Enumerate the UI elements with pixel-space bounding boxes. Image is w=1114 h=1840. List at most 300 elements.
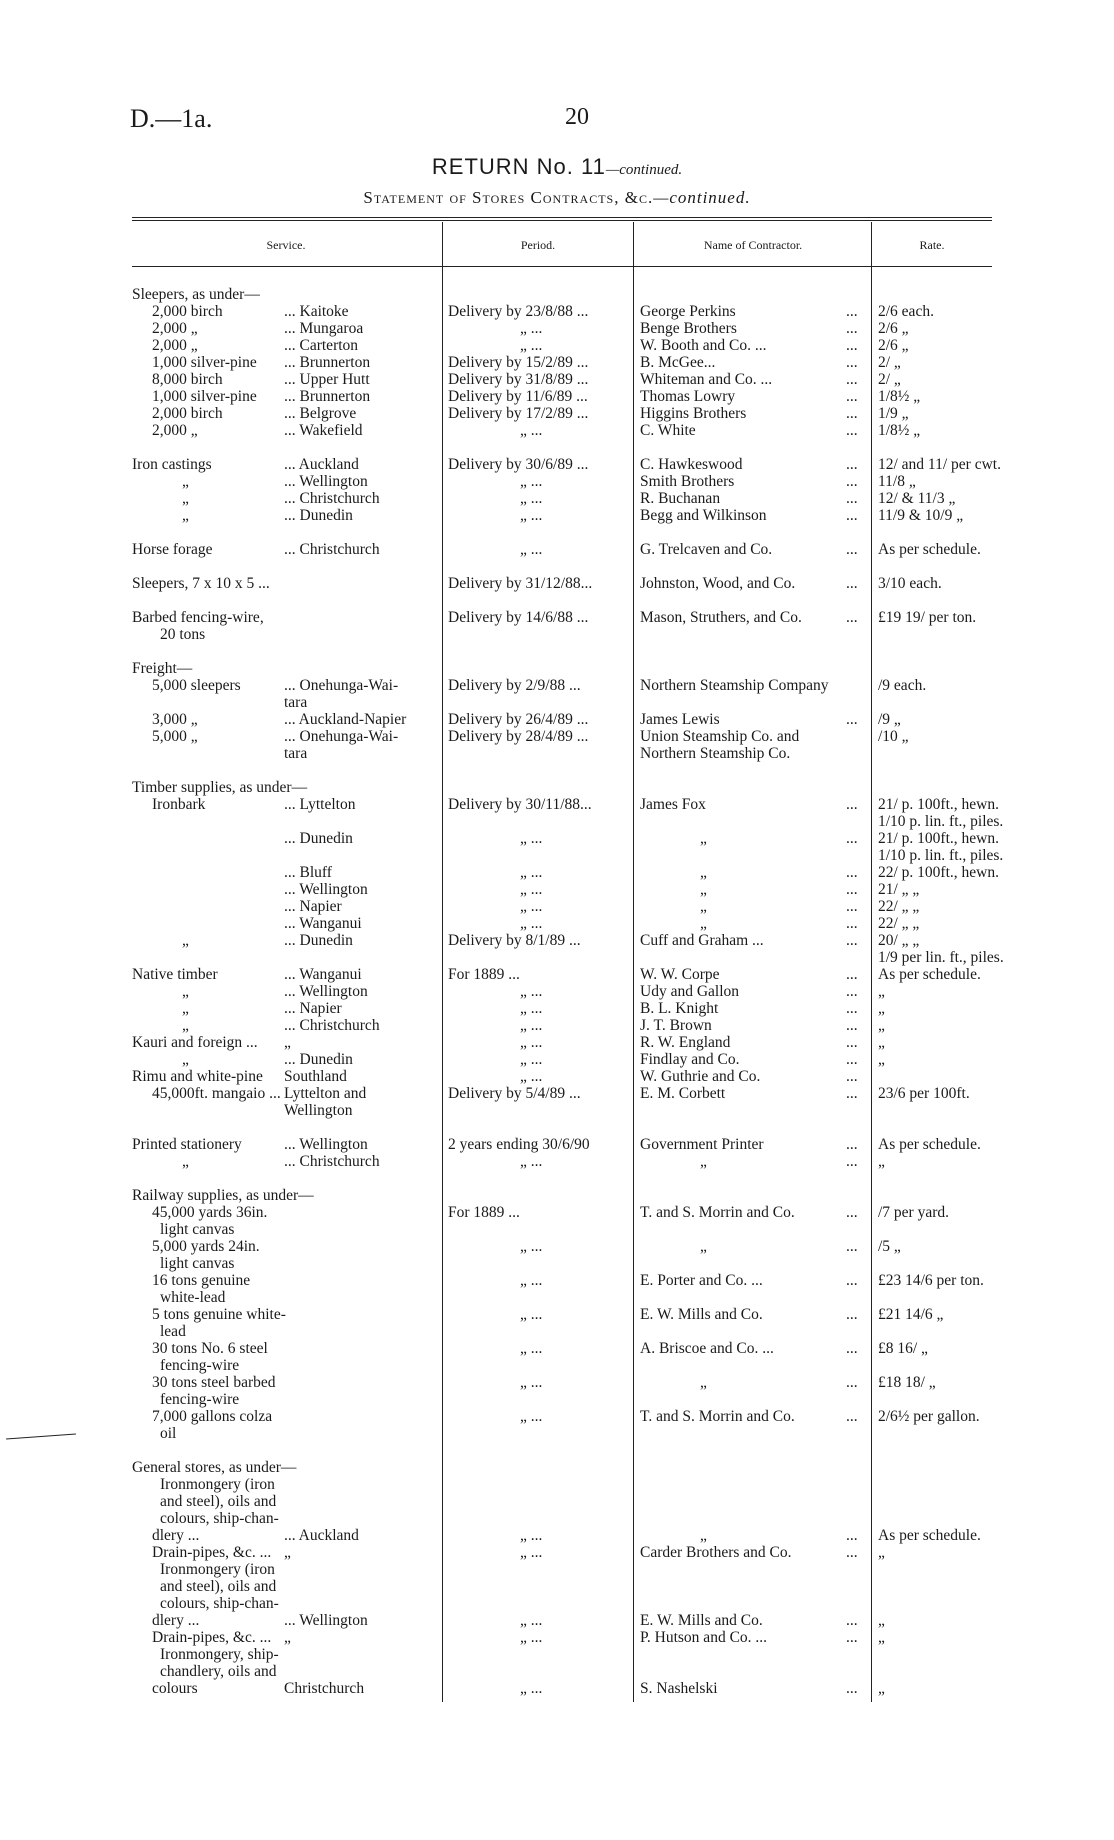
cell-contractor: Government Printer xyxy=(640,1136,764,1153)
cell-dots: ... xyxy=(846,1085,858,1102)
cell-rate: 21/ p. 100ft., hewn. xyxy=(878,796,999,813)
cell-period: „ ... xyxy=(520,473,543,490)
cell-svc: and steel), oils and xyxy=(160,1578,277,1595)
cell-svc: Drain-pipes, &c. ... xyxy=(152,1629,272,1646)
cell-period: „ ... xyxy=(520,1153,543,1170)
cell-period: „ ... xyxy=(520,1408,543,1425)
cell-contractor: „ xyxy=(700,1153,707,1170)
cell-rate: 2/6 „ xyxy=(878,337,909,354)
cell-dots: ... xyxy=(846,711,858,728)
cell-rate: 12/ & 11/3 „ xyxy=(878,490,956,507)
cell-contractor: E. W. Mills and Co. xyxy=(640,1306,763,1323)
cell-period: „ ... xyxy=(520,881,543,898)
cell-rate: /5 „ xyxy=(878,1238,901,1255)
cell-svc: 2,000 birch xyxy=(152,405,223,422)
cell-rate: /9 „ xyxy=(878,711,901,728)
cell-svc: Drain-pipes, &c. ... xyxy=(152,1544,272,1561)
cell-svc: „ xyxy=(182,1153,189,1170)
cell-dots: ... xyxy=(846,1408,858,1425)
cell-svc: Railway supplies, as under— xyxy=(132,1187,314,1204)
cell-dots: ... xyxy=(846,1051,858,1068)
table-top-rule-2 xyxy=(132,220,992,221)
page-number: 20 xyxy=(565,104,589,130)
cell-rate: 2/6 each. xyxy=(878,303,934,320)
cell-svc: Timber supplies, as under— xyxy=(132,779,308,796)
cell-period: Delivery by 15/2/89 ... xyxy=(448,354,589,371)
cell-dots: ... xyxy=(846,1000,858,1017)
cell-svc: Printed stationery xyxy=(132,1136,242,1153)
column-divider xyxy=(442,222,443,1702)
cell-svc: 5,000 yards 24in. xyxy=(152,1238,260,1255)
cell-loc: „ xyxy=(284,1629,291,1646)
cell-dots: ... xyxy=(846,1340,858,1357)
return-title-suffix: —continued. xyxy=(605,162,683,178)
cell-svc: light canvas xyxy=(160,1221,235,1238)
cell-rate: As per schedule. xyxy=(878,966,981,983)
cell-dots: ... xyxy=(846,1527,858,1544)
cell-contractor: J. T. Brown xyxy=(640,1017,712,1034)
cell-rate: „ xyxy=(878,1612,885,1629)
cell-loc: ... Wakefield xyxy=(284,422,363,439)
cell-svc: 30 tons steel barbed xyxy=(152,1374,276,1391)
cell-dots: ... xyxy=(846,490,858,507)
cell-dots: ... xyxy=(846,1204,858,1221)
cell-svc: „ xyxy=(182,1017,189,1034)
cell-contractor: Whiteman and Co. ... xyxy=(640,371,773,388)
cell-svc: fencing-wire xyxy=(160,1357,240,1374)
cell-svc: Ironmongery (iron xyxy=(160,1476,275,1493)
column-divider xyxy=(871,222,872,1702)
cell-svc: General stores, as under— xyxy=(132,1459,297,1476)
cell-loc: „ xyxy=(284,1034,291,1051)
cell-rate: As per schedule. xyxy=(878,1527,981,1544)
cell-contractor: Smith Brothers xyxy=(640,473,735,490)
cell-rate: 2/ „ xyxy=(878,371,901,388)
cell-svc: 20 tons xyxy=(160,626,206,643)
cell-period: Delivery by 11/6/89 ... xyxy=(448,388,588,405)
cell-svc: 5,000 „ xyxy=(152,728,198,745)
cell-period: Delivery by 2/9/88 ... xyxy=(448,677,581,694)
cell-dots: ... xyxy=(846,830,858,847)
cell-period: „ ... xyxy=(520,507,543,524)
cell-period: Delivery by 14/6/88 ... xyxy=(448,609,589,626)
cell-svc: 5,000 sleepers xyxy=(152,677,241,694)
return-title xyxy=(0,154,1114,180)
cell-rate: „ xyxy=(878,1000,885,1017)
cell-rate: 11/8 „ xyxy=(878,473,916,490)
cell-loc: ... Onehunga-Wai- xyxy=(284,728,399,745)
statement-subtitle-main: Statement of Stores Contracts, &c. xyxy=(363,188,654,207)
cell-contractor: Cuff and Graham ... xyxy=(640,932,764,949)
cell-loc: ... Onehunga-Wai- xyxy=(284,677,399,694)
cell-loc: ... Upper Hutt xyxy=(284,371,370,388)
cell-dots: ... xyxy=(846,898,858,915)
cell-loc: ... Christchurch xyxy=(284,490,380,507)
cell-rate: 1/9 „ xyxy=(878,405,909,422)
cell-period: „ ... xyxy=(520,422,543,439)
cell-period: „ ... xyxy=(520,320,543,337)
cell-contractor: Udy and Gallon xyxy=(640,983,740,1000)
cell-contractor: „ xyxy=(700,915,707,932)
cell-dots: ... xyxy=(846,388,858,405)
cell-period: „ ... xyxy=(520,864,543,881)
cell-loc: ... Kaitoke xyxy=(284,303,349,320)
column-header-rule xyxy=(132,266,992,267)
cell-loc: ... Auckland xyxy=(284,456,359,473)
cell-period: „ ... xyxy=(520,1629,543,1646)
column-header-contractor: Name of Contractor. xyxy=(703,238,803,252)
cell-loc: ... Dunedin xyxy=(284,830,353,847)
cell-contractor: Northern Steamship Co. xyxy=(640,745,791,762)
cell-period: „ ... xyxy=(520,1680,543,1697)
cell-svc: Native timber xyxy=(132,966,218,983)
cell-rate: £18 18/ „ xyxy=(878,1374,936,1391)
cell-rate: £23 14/6 per ton. xyxy=(878,1272,984,1289)
cell-contractor: Benge Brothers xyxy=(640,320,737,337)
cell-loc: ... Christchurch xyxy=(284,541,380,558)
cell-contractor: Union Steamship Co. and xyxy=(640,728,800,745)
cell-period: Delivery by 30/11/88... xyxy=(448,796,592,813)
statement-subtitle-suffix: —continued. xyxy=(653,188,751,207)
cell-svc: 8,000 birch xyxy=(152,371,223,388)
cell-rate: „ xyxy=(878,983,885,1000)
cell-svc: 1,000 silver-pine xyxy=(152,388,257,405)
cell-svc: dlery ... xyxy=(152,1527,200,1544)
cell-loc: ... Brunnerton xyxy=(284,388,371,405)
cell-rate: 1/8½ „ xyxy=(878,388,921,405)
cell-contractor: W. W. Corpe xyxy=(640,966,720,983)
cell-loc: ... Napier xyxy=(284,1000,342,1017)
cell-contractor: B. McGee... xyxy=(640,354,716,371)
cell-rate: 11/9 & 10/9 „ xyxy=(878,507,964,524)
cell-contractor: Mason, Struthers, and Co. xyxy=(640,609,802,626)
cell-svc: Rimu and white-pine xyxy=(132,1068,263,1085)
cell-rate: „ xyxy=(878,1017,885,1034)
cell-loc: ... Dunedin xyxy=(284,932,353,949)
cell-period: „ ... xyxy=(520,541,543,558)
cell-contractor: Carder Brothers and Co. xyxy=(640,1544,792,1561)
cell-contractor: „ xyxy=(700,881,707,898)
cell-rate: As per schedule. xyxy=(878,541,981,558)
cell-loc: ... Christchurch xyxy=(284,1017,380,1034)
cell-svc: „ xyxy=(182,490,189,507)
cell-period: „ ... xyxy=(520,1544,543,1561)
cell-contractor: S. Nashelski xyxy=(640,1680,718,1697)
cell-svc: chandlery, oils and xyxy=(160,1663,277,1680)
cell-period: „ ... xyxy=(520,830,543,847)
cell-contractor: E. M. Corbett xyxy=(640,1085,726,1102)
cell-loc: ... Wellington xyxy=(284,1136,368,1153)
cell-rate: 1/10 p. lin. ft., piles. xyxy=(878,813,1004,830)
cell-dots: ... xyxy=(846,1306,858,1323)
cell-period: „ ... xyxy=(520,983,543,1000)
cell-contractor: Thomas Lowry xyxy=(640,388,736,405)
cell-dots: ... xyxy=(846,1680,858,1697)
cell-period: „ ... xyxy=(520,1068,543,1085)
cell-rate: 2/6½ per gallon. xyxy=(878,1408,980,1425)
cell-loc: ... Napier xyxy=(284,898,342,915)
cell-contractor: Higgins Brothers xyxy=(640,405,747,422)
cell-period: „ ... xyxy=(520,1238,543,1255)
column-header-rate: Rate. xyxy=(919,238,945,252)
cell-contractor: James Lewis xyxy=(640,711,720,728)
cell-svc: 5 tons genuine white- xyxy=(152,1306,286,1323)
cell-period: 2 years ending 30/6/90 xyxy=(448,1136,590,1153)
cell-contractor: W. Booth and Co. ... xyxy=(640,337,767,354)
cell-period: „ ... xyxy=(520,490,543,507)
cell-loc: ... Wellington xyxy=(284,983,368,1000)
cell-svc: „ xyxy=(182,932,189,949)
cell-rate: 20/ „ „ xyxy=(878,932,920,949)
cell-rate: 22/ p. 100ft., hewn. xyxy=(878,864,999,881)
cell-svc: 2,000 birch xyxy=(152,303,223,320)
column-divider xyxy=(633,222,634,1702)
cell-svc: 16 tons genuine xyxy=(152,1272,251,1289)
cell-loc: Southland xyxy=(284,1068,347,1085)
cell-rate: /9 each. xyxy=(878,677,927,694)
cell-loc: ... Wellington xyxy=(284,881,368,898)
cell-period: For 1889 ... xyxy=(448,966,520,983)
cell-contractor: Findlay and Co. xyxy=(640,1051,740,1068)
column-header-period: Period. xyxy=(520,238,556,252)
cell-svc: 45,000 yards 36in. xyxy=(152,1204,268,1221)
cell-contractor: James Fox xyxy=(640,796,706,813)
cell-rate: As per schedule. xyxy=(878,1136,981,1153)
cell-dots: ... xyxy=(846,1068,858,1085)
cell-contractor: R. Buchanan xyxy=(640,490,721,507)
cell-dots: ... xyxy=(846,983,858,1000)
cell-svc: fencing-wire xyxy=(160,1391,240,1408)
cell-period: Delivery by 8/1/89 ... xyxy=(448,932,581,949)
cell-svc: „ xyxy=(182,1051,189,1068)
cell-rate: 21/ „ „ xyxy=(878,881,920,898)
cell-rate: £19 19/ per ton. xyxy=(878,609,977,626)
cell-rate: „ xyxy=(878,1034,885,1051)
cell-svc: Barbed fencing-wire, xyxy=(132,609,264,626)
cell-rate: „ xyxy=(878,1629,885,1646)
cell-contractor: G. Trelcaven and Co. xyxy=(640,541,773,558)
cell-loc: ... Mungaroa xyxy=(284,320,364,337)
cell-period: „ ... xyxy=(520,1000,543,1017)
cell-period: „ ... xyxy=(520,1034,543,1051)
cell-dots: ... xyxy=(846,422,858,439)
cell-dots: ... xyxy=(846,456,858,473)
cell-loc: Wellington xyxy=(284,1102,353,1119)
cell-loc: ... Wellington xyxy=(284,473,368,490)
cell-svc: colours, ship-chan- xyxy=(160,1595,279,1612)
cell-dots: ... xyxy=(846,1612,858,1629)
cell-dots: ... xyxy=(846,1017,858,1034)
cell-rate: 1/8½ „ xyxy=(878,422,921,439)
cell-svc: Freight— xyxy=(132,660,193,677)
cell-period: Delivery by 28/4/89 ... xyxy=(448,728,589,745)
cell-loc: ... Christchurch xyxy=(284,1153,380,1170)
cell-dots: ... xyxy=(846,915,858,932)
cell-period: For 1889 ... xyxy=(448,1204,520,1221)
cell-contractor: „ xyxy=(700,830,707,847)
cell-dots: ... xyxy=(846,796,858,813)
cell-svc: 1,000 silver-pine xyxy=(152,354,257,371)
cell-svc: Horse forage xyxy=(132,541,213,558)
cell-svc: „ xyxy=(182,507,189,524)
cell-dots: ... xyxy=(846,1034,858,1051)
cell-loc: tara xyxy=(284,745,308,762)
margin-mark xyxy=(6,1434,76,1440)
cell-loc: ... Dunedin xyxy=(284,1051,353,1068)
cell-svc: 30 tons No. 6 steel xyxy=(152,1340,268,1357)
cell-contractor: „ xyxy=(700,1374,707,1391)
cell-dots: ... xyxy=(846,1629,858,1646)
cell-svc: „ xyxy=(182,1000,189,1017)
cell-rate: 2/6 „ xyxy=(878,320,909,337)
cell-svc: white-lead xyxy=(160,1289,226,1306)
cell-contractor: Johnston, Wood, and Co. xyxy=(640,575,796,592)
cell-svc: 2,000 „ xyxy=(152,422,198,439)
cell-contractor: T. and S. Morrin and Co. xyxy=(640,1408,795,1425)
cell-loc: ... Dunedin xyxy=(284,507,353,524)
cell-rate: 3/10 each. xyxy=(878,575,942,592)
cell-period: „ ... xyxy=(520,1340,543,1357)
cell-rate: „ xyxy=(878,1153,885,1170)
cell-loc: ... Bluff xyxy=(284,864,332,881)
cell-contractor: A. Briscoe and Co. ... xyxy=(640,1340,774,1357)
cell-contractor: E. W. Mills and Co. xyxy=(640,1612,763,1629)
cell-contractor: E. Porter and Co. ... xyxy=(640,1272,763,1289)
cell-dots: ... xyxy=(846,864,858,881)
cell-period: „ ... xyxy=(520,1051,543,1068)
cell-rate: „ xyxy=(878,1544,885,1561)
cell-contractor: „ xyxy=(700,898,707,915)
cell-period: „ ... xyxy=(520,1527,543,1544)
cell-contractor: „ xyxy=(700,1238,707,1255)
cell-loc: ... Wanganui xyxy=(284,966,362,983)
document-reference: D.—1a. xyxy=(130,104,213,133)
cell-dots: ... xyxy=(846,575,858,592)
cell-period: Delivery by 31/8/89 ... xyxy=(448,371,589,388)
cell-svc: Ironbark xyxy=(152,796,206,813)
cell-dots: ... xyxy=(846,371,858,388)
column-header-service: Service. xyxy=(266,238,306,252)
cell-contractor: R. W. England xyxy=(640,1034,731,1051)
cell-period: „ ... xyxy=(520,898,543,915)
cell-period: „ ... xyxy=(520,915,543,932)
cell-period: „ ... xyxy=(520,1612,543,1629)
cell-rate: „ xyxy=(878,1680,885,1697)
cell-svc: Ironmongery (iron xyxy=(160,1561,275,1578)
cell-rate: 2/ „ xyxy=(878,354,901,371)
cell-contractor: B. L. Knight xyxy=(640,1000,719,1017)
cell-dots: ... xyxy=(846,1544,858,1561)
cell-contractor: T. and S. Morrin and Co. xyxy=(640,1204,795,1221)
cell-dots: ... xyxy=(846,405,858,422)
cell-dots: ... xyxy=(846,609,858,626)
cell-svc: 3,000 „ xyxy=(152,711,198,728)
cell-period: Delivery by 17/2/89 ... xyxy=(448,405,589,422)
cell-period: Delivery by 26/4/89 ... xyxy=(448,711,589,728)
cell-svc: Sleepers, 7 x 10 x 5 ... xyxy=(132,575,270,592)
cell-svc: light canvas xyxy=(160,1255,235,1272)
cell-loc: ... Auckland-Napier xyxy=(284,711,407,728)
cell-svc: dlery ... xyxy=(152,1612,200,1629)
cell-rate: £8 16/ „ xyxy=(878,1340,928,1357)
cell-loc: ... Carterton xyxy=(284,337,359,354)
cell-loc: ... Wellington xyxy=(284,1612,368,1629)
cell-period: „ ... xyxy=(520,1306,543,1323)
cell-loc: „ xyxy=(284,1544,291,1561)
cell-svc: Kauri and foreign ... xyxy=(132,1034,258,1051)
cell-rate: 23/6 per 100ft. xyxy=(878,1085,970,1102)
cell-dots: ... xyxy=(846,473,858,490)
cell-dots: ... xyxy=(846,1272,858,1289)
cell-contractor: C. Hawkeswood xyxy=(640,456,743,473)
cell-period: „ ... xyxy=(520,1017,543,1034)
cell-rate: 22/ „ „ xyxy=(878,915,920,932)
cell-svc: Sleepers, as under— xyxy=(132,286,260,303)
cell-dots: ... xyxy=(846,932,858,949)
cell-loc: ... Lyttelton xyxy=(284,796,356,813)
cell-dots: ... xyxy=(846,337,858,354)
cell-loc: Lyttelton and xyxy=(284,1085,367,1102)
cell-svc: 45,000ft. mangaio ... xyxy=(152,1085,281,1102)
cell-svc: lead xyxy=(160,1323,186,1340)
cell-dots: ... xyxy=(846,881,858,898)
cell-dots: ... xyxy=(846,1153,858,1170)
statement-subtitle xyxy=(0,188,1114,208)
cell-dots: ... xyxy=(846,541,858,558)
cell-contractor: „ xyxy=(700,1527,707,1544)
cell-period: „ ... xyxy=(520,1374,543,1391)
cell-loc: ... Belgrove xyxy=(284,405,357,422)
cell-contractor: „ xyxy=(700,864,707,881)
cell-svc: 2,000 „ xyxy=(152,320,198,337)
cell-period: Delivery by 5/4/89 ... xyxy=(448,1085,581,1102)
cell-dots: ... xyxy=(846,1238,858,1255)
cell-dots: ... xyxy=(846,1374,858,1391)
cell-contractor: Northern Steamship Company xyxy=(640,677,829,694)
cell-svc: and steel), oils and xyxy=(160,1493,277,1510)
cell-rate: 21/ p. 100ft., hewn. xyxy=(878,830,999,847)
cell-contractor: P. Hutson and Co. ... xyxy=(640,1629,768,1646)
cell-dots: ... xyxy=(846,507,858,524)
cell-rate: 12/ and 11/ per cwt. xyxy=(878,456,1001,473)
cell-contractor: George Perkins xyxy=(640,303,736,320)
cell-period: „ ... xyxy=(520,1272,543,1289)
cell-rate: /10 „ xyxy=(878,728,909,745)
cell-period: „ ... xyxy=(520,337,543,354)
cell-dots: ... xyxy=(846,1136,858,1153)
cell-dots: ... xyxy=(846,320,858,337)
cell-svc: 7,000 gallons colza xyxy=(152,1408,273,1425)
cell-rate: 1/9 per lin. ft., piles. xyxy=(878,949,1004,966)
cell-loc: ... Wanganui xyxy=(284,915,362,932)
cell-dots: ... xyxy=(846,354,858,371)
cell-contractor: C. White xyxy=(640,422,696,439)
cell-svc: 2,000 „ xyxy=(152,337,198,354)
cell-period: Delivery by 31/12/88... xyxy=(448,575,593,592)
cell-svc: colours, ship-chan- xyxy=(160,1510,279,1527)
cell-svc: „ xyxy=(182,983,189,1000)
cell-dots: ... xyxy=(846,966,858,983)
cell-dots: ... xyxy=(846,303,858,320)
cell-loc: ... Brunnerton xyxy=(284,354,371,371)
cell-loc: ... Auckland xyxy=(284,1527,359,1544)
cell-period: Delivery by 30/6/89 ... xyxy=(448,456,589,473)
cell-svc: „ xyxy=(182,473,189,490)
cell-contractor: W. Guthrie and Co. xyxy=(640,1068,761,1085)
cell-rate: 22/ „ „ xyxy=(878,898,920,915)
cell-loc: tara xyxy=(284,694,308,711)
cell-rate: £21 14/6 „ xyxy=(878,1306,944,1323)
